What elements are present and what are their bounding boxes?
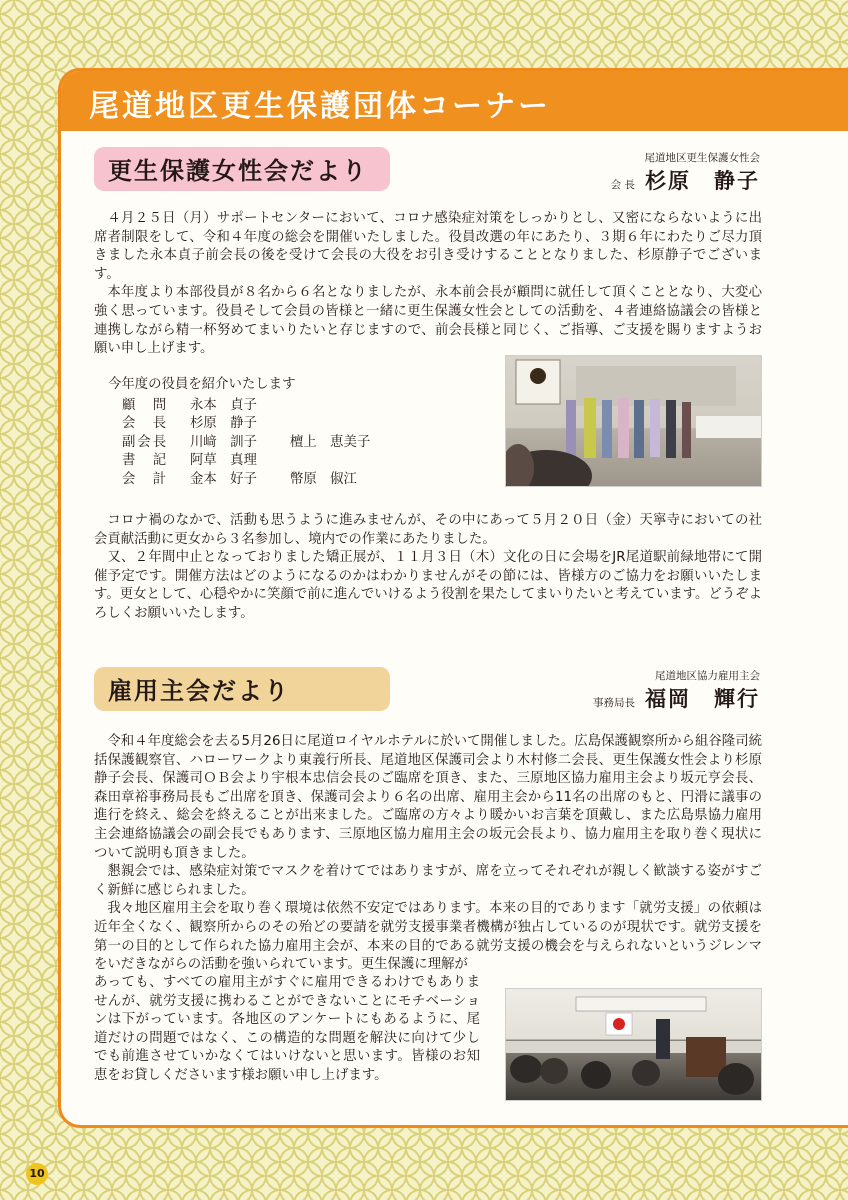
author-name: 杉原 静子 bbox=[645, 168, 760, 193]
roster-name: 阿草 真理 bbox=[190, 453, 257, 469]
roster-name: 檀上 恵美子 bbox=[290, 434, 371, 450]
roster-role: 会 長 bbox=[122, 416, 169, 432]
section2-body-full bbox=[94, 733, 762, 975]
roster-name: 幣原 俶江 bbox=[290, 471, 357, 487]
roster-role: 顧 問 bbox=[122, 397, 169, 413]
roster-name: 杉原 静子 bbox=[190, 416, 257, 432]
roster-name: 永本 貞子 bbox=[190, 397, 257, 413]
meeting-photo-illustration bbox=[506, 356, 762, 487]
section-title-employers-association: 雇用主会だより bbox=[94, 667, 390, 711]
roster-role: 書 記 bbox=[122, 453, 169, 469]
paragraph: ４月２５日（月）サポートセンターにおいて、コロナ感染症対策をしっかりとし、又密にならないように出席者制限をして、令和４年度の総会を開催いたしました。役員改選の年にあたり、３期６年にわたりご尽力頂きました永本貞子前会長の後を受けて会長の大役をお引き受けすることとなりました、杉原静子でございます。 bbox=[94, 211, 762, 282]
roster-name: 金本 好子 bbox=[190, 471, 257, 487]
author-org: 尾道地区協力雇用主会 bbox=[655, 670, 760, 682]
section1-body-top bbox=[94, 210, 762, 359]
author-org: 尾道地区更生保護女性会 bbox=[644, 152, 760, 164]
roster-row bbox=[108, 397, 498, 416]
roster-intro: 今年度の役員を紹介いたします bbox=[108, 377, 296, 392]
general-meeting-photo bbox=[505, 988, 762, 1101]
paragraph: 又、２年間中止となっておりました矯正展が、１１月３日（木）文化の日に会場をJR尾道駅前緑地帯にて開催予定です。開催方法はどのようになるのかはわかりませんがその節には、皆様方のご協力をお願いいたします。更女として、心穏やかに笑顔で前に進んでいけるよう役割を果たしてまいりたいと考えています。どうぞよろしくお願いいたします。 bbox=[94, 550, 762, 621]
author-block-2 bbox=[560, 668, 760, 713]
header-bar bbox=[61, 71, 848, 131]
meeting-photo bbox=[505, 355, 762, 487]
section-title-womens-association: 更生保護女性会だより bbox=[94, 147, 390, 191]
paragraph: 我々地区雇用主会を取り巻く環境は依然不安定ではあります。本来の目的であります「就労支援」の依頼は近年全くなく、観察所からのその殆どの要請を就労支援事業者機構が独占しているのが現状です。就労支援を第一の目的として作られた協力雇用主会が、本来の目的である就労支援の機会を与えられないというジレンマをいだきながらの活動を強いられています。更生保護に理解が bbox=[94, 901, 762, 973]
section1-body-bottom bbox=[94, 512, 762, 624]
paragraph: 懇親会では、感染症対策でマスクを着けてではありますが、席を立ってそれぞれが親しく歓談する姿がすごく新鮮に感じられました。 bbox=[94, 864, 762, 898]
author-block-1 bbox=[560, 150, 760, 195]
roster-row bbox=[108, 452, 498, 471]
officer-roster bbox=[108, 376, 498, 490]
page-number: 10 bbox=[26, 1163, 48, 1185]
general-meeting-photo-illustration bbox=[506, 989, 762, 1101]
author-role: 事務局長 bbox=[593, 697, 635, 709]
author-role: 会 長 bbox=[610, 179, 635, 191]
roster-row bbox=[108, 471, 498, 490]
roster-role: 会 計 bbox=[122, 471, 169, 487]
roster-row bbox=[108, 415, 498, 434]
paragraph: あっても、すべての雇用主がすぐに雇用できるわけでもありませんが、就労支援に携わることができないことにモチベーションは下がっています。各地区のアンケートにもあるように、尾道だけの問題ではなく、この構造的な問題を解決に向けて少しでも前進させていかなくてはいけないと思います。皆様のお知恵をお貸しくださいます様お願い申し上げます。 bbox=[94, 975, 480, 1083]
roster-role: 副会長 bbox=[122, 434, 169, 450]
paragraph: 本年度より本部役員が８名から６名となりましたが、永本前会長が顧問に就任して頂くこととなり、大変心強く思っています。役員そして会員の皆様と一緒に更生保護女性会としての活動を、４者連絡協議会の皆様と連携しながら精一杯努めてまいりたいと存じますので、前会長様と同じく、ご指導、ご支援を賜りますようお願い申し上げます。 bbox=[94, 285, 762, 357]
paragraph: 令和４年度総会を去る5月26日に尾道ロイヤルホテルに於いて開催しました。広島保護観察所から組谷隆司統括保護観察官、ハローワークより東義行所長、尾道地区保護司会より木村修二会長、更生保護女性会より杉原静子会長、保護司ＯＢ会より宇根本忠信会長のご臨席を頂き、また、三原地区協力雇用主会より坂元亨会長、森田章裕事務局長もご出席を頂き、保護司会より６名の出席、雇用主会から11名の出席のもと、円滑に議事の進行を終え、総会を終えることが出来ました。ご臨席の方々より暖かいお言葉を頂戴し、また広島県協力雇用主会連絡協議会の副会長でもあります、三原地区協力雇用主会の坂元会長より、協力雇用主を取り巻く現状について説明も頂きました。 bbox=[94, 734, 762, 861]
paragraph: コロナ禍のなかで、活動も思うように進みませんが、その中にあって５月２０日（金）天寧寺においての社会貢献活動に更女から３名参加し、境内での作業にあたりました。 bbox=[94, 513, 762, 547]
roster-row bbox=[108, 434, 498, 453]
author-name: 福岡 輝行 bbox=[645, 686, 760, 711]
section2-body-narrow bbox=[94, 974, 480, 1086]
roster-name: 川﨑 訓子 bbox=[190, 434, 257, 450]
page-title: 尾道地区更生保護団体コーナー bbox=[89, 89, 551, 124]
